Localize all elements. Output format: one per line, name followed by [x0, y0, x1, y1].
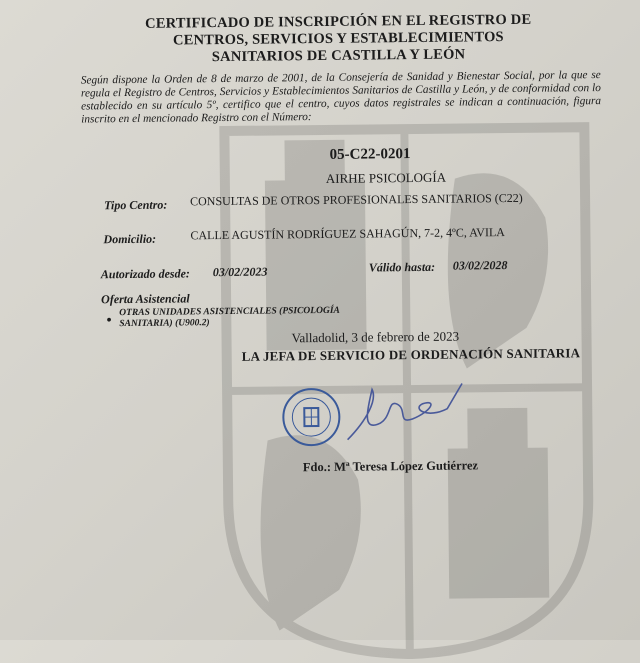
autorizado-label: Autorizado desde: — [101, 266, 190, 282]
domicilio-label: Domicilio: — [103, 232, 156, 248]
oferta-label: Oferta Asistencial — [101, 291, 190, 307]
autorizado-value: 03/02/2023 — [213, 265, 268, 281]
bullet-icon: ● — [106, 314, 112, 324]
registry-number: 05-C22-0201 — [330, 146, 411, 164]
signer-title: LA JEFA DE SERVICIO DE ORDENACIÓN SANITARIA — [242, 345, 581, 365]
handwritten-signature — [337, 378, 468, 449]
certificate-title — [98, 11, 579, 67]
title-line: CENTROS, SERVICIOS Y ESTABLECIMIENTOS — [98, 28, 578, 50]
intro-paragraph: Según dispone la Orden de 8 de marzo de 2001, de la Consejería de Sanidad y Bienestar Social, por la que se regula el Registro de Centros, Servicios y Establecimientos Sanitarios de Castilla y León, y de conformidad con lo establecido en su artículo 5º, certifico que el centro, cuyos datos registrales se indican a continuación, figura inscrito en el mencionado Registro con el Número: — [81, 69, 602, 126]
official-stamp — [280, 386, 343, 449]
title-line: CERTIFICADO DE INSCRIPCIÓN EN EL REGISTRO DE — [98, 11, 578, 33]
valido-label: Válido hasta: — [369, 260, 436, 276]
domicilio-value: CALLE AGUSTÍN RODRÍGUEZ SAHAGÚN, 7-2, 4ºC, AVILA — [190, 225, 505, 243]
place-date: Valladolid, 3 de febrero de 2023 — [291, 329, 459, 347]
oferta-item: OTRAS UNIDADES ASISTENCIALES (PSICOLOGÍA SANITARIA) (U900.2) — [119, 306, 359, 331]
signed-by: Fdo.: Mª Teresa López Gutiérrez — [303, 458, 478, 475]
tipo-centro-value: CONSULTAS DE OTROS PROFESIONALES SANITARIOS (C22) — [190, 191, 523, 209]
valido-value: 03/02/2028 — [453, 258, 508, 274]
title-line: SANITARIOS DE CASTILLA Y LEÓN — [99, 45, 579, 67]
tipo-centro-label: Tipo Centro: — [104, 198, 167, 214]
center-name: AIRHE PSICOLOGÍA — [326, 170, 446, 187]
